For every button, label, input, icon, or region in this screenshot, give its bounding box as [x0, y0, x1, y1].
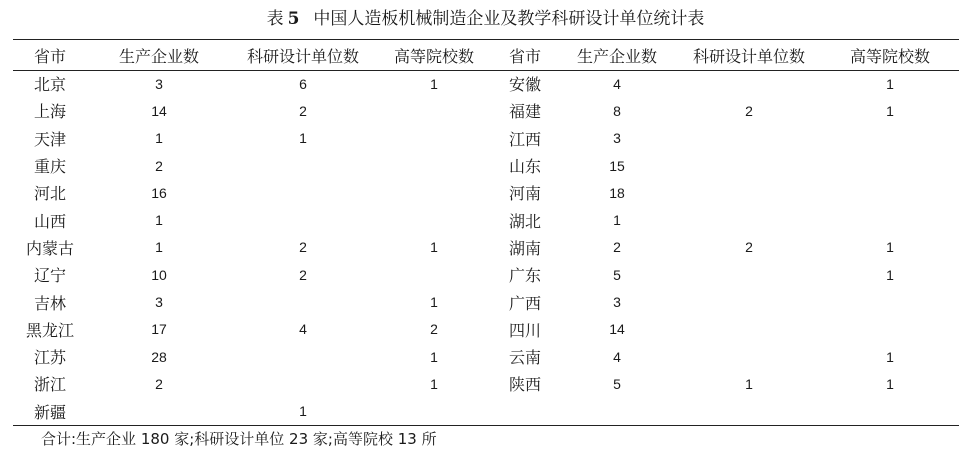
province-cell: 北京 — [33, 75, 66, 95]
province-cell: 安徽 — [508, 75, 541, 95]
research-cell — [677, 125, 821, 152]
table-body — [13, 70, 959, 425]
province-cell: 新疆 — [33, 402, 66, 422]
research-cell — [231, 179, 375, 206]
research-cell: 1 — [299, 130, 307, 147]
column-header: 高等院校数 — [849, 46, 930, 66]
column-header: 省市 — [508, 46, 541, 66]
colleges-cell: 1 — [430, 75, 438, 92]
table-row — [13, 316, 959, 343]
research-cell — [677, 261, 821, 288]
table-title-number: 5 — [287, 9, 300, 29]
research-cell — [231, 206, 375, 233]
colleges-cell — [375, 125, 493, 152]
research-cell — [677, 206, 821, 233]
province-cell: 重庆 — [33, 157, 66, 177]
province-cell: 陕西 — [508, 375, 541, 395]
producers-cell: 2 — [613, 239, 621, 256]
table-row — [13, 125, 959, 152]
colleges-cell: 1 — [886, 102, 894, 119]
research-cell: 6 — [299, 75, 307, 92]
research-cell: 2 — [299, 239, 307, 256]
province-cell: 四川 — [508, 320, 541, 340]
province-cell: 湖南 — [508, 238, 541, 258]
province-cell: 河南 — [508, 184, 541, 204]
colleges-cell: 1 — [430, 239, 438, 256]
producers-cell: 10 — [151, 266, 167, 283]
research-cell: 1 — [745, 375, 753, 392]
producers-cell — [557, 398, 677, 425]
statistics-table — [13, 40, 959, 425]
research-cell: 2 — [745, 102, 753, 119]
producers-cell: 28 — [151, 348, 167, 365]
province-cell: 内蒙古 — [25, 238, 74, 258]
province-cell — [493, 398, 557, 425]
producers-cell: 16 — [151, 184, 167, 201]
province-cell: 广东 — [508, 266, 541, 286]
column-header: 高等院校数 — [393, 46, 474, 66]
producers-cell: 3 — [155, 75, 163, 92]
producers-cell: 3 — [155, 294, 163, 311]
research-cell: 4 — [299, 321, 307, 338]
research-cell: 2 — [745, 239, 753, 256]
table-title-prefix: 表 — [266, 9, 284, 29]
producers-cell: 15 — [609, 157, 625, 174]
province-cell: 吉林 — [33, 293, 66, 313]
colleges-cell: 1 — [886, 75, 894, 92]
province-cell: 福建 — [508, 102, 541, 122]
table-bottom-rule — [13, 425, 959, 426]
province-cell: 云南 — [508, 348, 541, 368]
table-row — [13, 288, 959, 315]
column-header: 生产企业数 — [118, 46, 199, 66]
producers-cell: 17 — [151, 321, 167, 338]
colleges-cell — [375, 398, 493, 425]
colleges-cell — [375, 97, 493, 124]
producers-cell: 3 — [613, 130, 621, 147]
colleges-cell — [375, 179, 493, 206]
research-cell: 2 — [299, 102, 307, 119]
research-cell — [231, 288, 375, 315]
table-row — [13, 370, 959, 397]
research-cell — [677, 288, 821, 315]
research-cell — [231, 152, 375, 179]
producers-cell: 5 — [613, 375, 621, 392]
producers-cell: 4 — [613, 348, 621, 365]
table-row — [13, 261, 959, 288]
province-cell: 天津 — [33, 129, 66, 149]
colleges-cell — [821, 398, 959, 425]
research-cell — [677, 316, 821, 343]
producers-cell: 2 — [155, 157, 163, 174]
research-cell — [677, 179, 821, 206]
producers-cell: 5 — [613, 266, 621, 283]
producers-cell: 4 — [613, 75, 621, 92]
producers-cell: 1 — [155, 130, 163, 147]
column-header: 生产企业数 — [576, 46, 657, 66]
column-header: 科研设计单位数 — [692, 46, 805, 66]
producers-cell: 18 — [609, 184, 625, 201]
colleges-cell: 1 — [430, 348, 438, 365]
producers-cell: 3 — [613, 294, 621, 311]
colleges-cell: 1 — [886, 266, 894, 283]
colleges-cell — [821, 206, 959, 233]
research-cell — [677, 70, 821, 97]
colleges-cell — [821, 316, 959, 343]
province-cell: 山西 — [33, 211, 66, 231]
research-cell: 1 — [299, 403, 307, 420]
table-row — [13, 97, 959, 124]
province-cell: 辽宁 — [33, 266, 66, 286]
colleges-cell: 1 — [886, 375, 894, 392]
colleges-cell — [375, 261, 493, 288]
table-title-text: 中国人造板机械制造企业及教学科研设计单位统计表 — [313, 9, 705, 29]
producers-cell — [87, 398, 231, 425]
research-cell — [677, 152, 821, 179]
table-row — [13, 70, 959, 97]
table-row — [13, 398, 959, 425]
province-cell: 浙江 — [33, 375, 66, 395]
table-row — [13, 234, 959, 261]
producers-cell: 1 — [155, 239, 163, 256]
province-cell: 黑龙江 — [25, 320, 74, 340]
producers-cell: 1 — [613, 212, 621, 229]
table-row — [13, 152, 959, 179]
province-cell: 江西 — [508, 129, 541, 149]
province-cell: 山东 — [508, 157, 541, 177]
colleges-cell — [821, 125, 959, 152]
colleges-cell — [821, 179, 959, 206]
province-cell: 广西 — [508, 293, 541, 313]
producers-cell: 8 — [613, 102, 621, 119]
colleges-cell — [821, 152, 959, 179]
producers-cell: 14 — [151, 102, 167, 119]
table-title — [0, 8, 971, 30]
colleges-cell — [821, 288, 959, 315]
table-row — [13, 179, 959, 206]
producers-cell: 1 — [155, 212, 163, 229]
producers-cell: 14 — [609, 321, 625, 338]
research-cell — [231, 343, 375, 370]
research-cell — [677, 398, 821, 425]
column-header: 省市 — [33, 46, 66, 66]
province-cell: 湖北 — [508, 211, 541, 231]
colleges-cell: 2 — [430, 321, 438, 338]
colleges-cell — [375, 152, 493, 179]
colleges-cell: 1 — [886, 239, 894, 256]
producers-cell: 2 — [155, 375, 163, 392]
table-row — [13, 206, 959, 233]
colleges-cell: 1 — [430, 375, 438, 392]
colleges-cell — [375, 206, 493, 233]
province-cell: 上海 — [33, 102, 66, 122]
column-header: 科研设计单位数 — [246, 46, 359, 66]
province-cell: 江苏 — [33, 348, 66, 368]
research-cell: 2 — [299, 266, 307, 283]
research-cell — [677, 343, 821, 370]
province-cell: 河北 — [33, 184, 66, 204]
table-footnote: 合计:生产企业 180 家;科研设计单位 23 家;高等院校 13 所 — [41, 430, 437, 448]
colleges-cell: 1 — [886, 348, 894, 365]
research-cell — [231, 370, 375, 397]
colleges-cell: 1 — [430, 294, 438, 311]
table-row — [13, 343, 959, 370]
table-header-row — [13, 40, 959, 70]
